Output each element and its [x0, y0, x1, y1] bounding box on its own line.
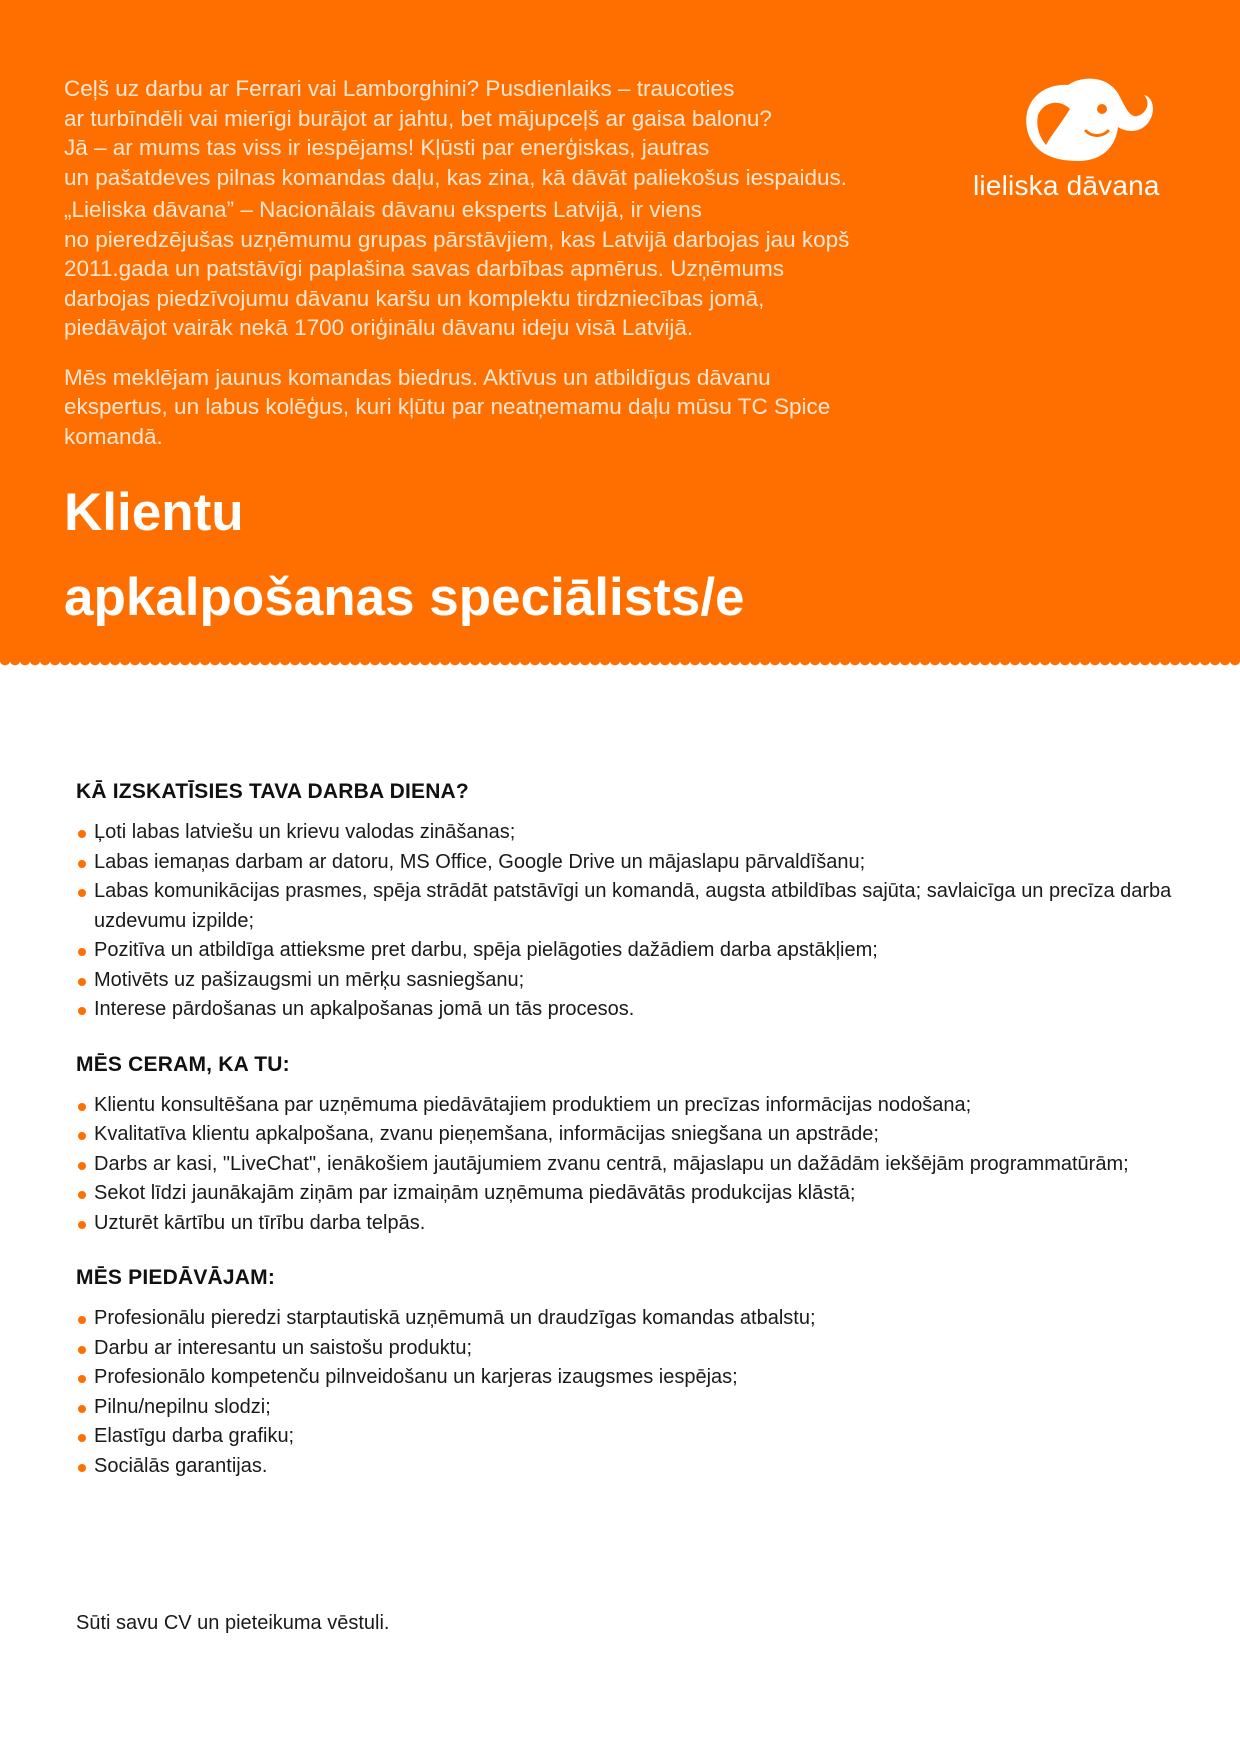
list-item: Elastīgu darba grafiku; [76, 1422, 1186, 1452]
list-item: Sociālās garantijas. [76, 1452, 1186, 1482]
brand-logo [965, 75, 1185, 205]
job-title-line-2: apkalpošanas speciālists/e [64, 568, 745, 627]
list-item: Sekot līdzi jaunākajām ziņām par izmaiņām uzņēmuma piedāvātās produkcijas klāstā; [76, 1179, 1186, 1209]
list-item: Ļoti labas latviešu un krievu valodas zināšanas; [76, 818, 1186, 848]
list-item: Pilnu/nepilnu slodzi; [76, 1393, 1186, 1423]
job-title-line-1: Klientu [64, 483, 244, 542]
section-heading: MĒS CERAM, KA TU: [76, 1052, 290, 1076]
list-item: Interese pārdošanas un apkalpošanas jomā un tās procesos. [76, 995, 1186, 1025]
intro-paragraph-2: „Lieliska dāvana” – Nacionālais dāvanu eksperts Latvijā, ir viens no pieredzējušas uzņēmumu grupas pārstāvjiem, kas Latvijā darbojas jau kopš 2011.gada un patstāvīgi paplašina savas darbības apmērus. Uzņēmums darbojas piedzīvojumu dāvanu karšu un komplektu tirdzniecības jomā, piedāvājot vairāk nekā 1700 oriģinālu dāvanu ideju visā Latvijā. [64, 197, 850, 340]
list-item: Kvalitatīva klientu apkalpošana, zvanu pieņemšana, informācijas sniegšana un apstrāde; [76, 1120, 1186, 1150]
list-item: Darbu ar interesantu un saistošu produktu; [76, 1334, 1186, 1364]
section-offer [76, 1266, 1186, 1481]
section-expectations [76, 1053, 1186, 1239]
list-item: Darbs ar kasi, "LiveChat", ienākošiem jautājumiem zvanu centrā, mājaslapu un dažādām iekšējām programmatūrām; [76, 1150, 1186, 1180]
section-daily-work [76, 780, 1186, 1025]
scalloped-edge [0, 660, 1240, 670]
job-details [76, 780, 1186, 1509]
bullet-list [76, 1304, 1186, 1481]
intro-text [64, 74, 934, 451]
bullet-list [76, 818, 1186, 1025]
bullet-list [76, 1091, 1186, 1239]
section-heading: MĒS PIEDĀVĀJAM: [76, 1266, 276, 1289]
list-item: Klientu konsultēšana par uzņēmuma piedāvātajiem produktiem un precīzas informācijas nodošana; [76, 1091, 1186, 1121]
list-item: Pozitīva un atbildīga attieksme pret darbu, spēja pielāgoties dažādiem darba apstākļiem; [76, 936, 1186, 966]
list-item: Labas iemaņas darbam ar datoru, MS Office, Google Drive un mājaslapu pārvaldīšanu; [76, 848, 1186, 878]
list-item: Motivēts uz pašizaugsmi un mērķu sasniegšanu; [76, 966, 1186, 996]
elephant-icon [1020, 75, 1160, 165]
job-title [64, 470, 1064, 640]
intro-paragraph-3: Mēs meklējam jaunus komandas biedrus. Aktīvus un atbildīgus dāvanu ekspertus, un labus kolēģus, kuri kļūtu par neatņemamu daļu mūsu TC Spice komandā. [64, 364, 831, 449]
list-item: Profesionālo kompetenču pilnveidošanu un karjeras izaugsmes iespējas; [76, 1363, 1186, 1393]
orange-header [0, 0, 1240, 660]
list-item: Profesionālu pieredzi starptautiskā uzņēmumā un draudzīgas komandas atbalstu; [76, 1304, 1186, 1334]
logo-text: lieliska dāvana [973, 170, 1160, 201]
intro-paragraph-1: Ceļš uz darbu ar Ferrari vai Lamborghini? Pusdienlaiks – traucoties ar turbīndēli vai mierīgi burājot ar jahtu, bet mājupceļš ar gaisa balonu? Jā – ar mums tas viss ir iespējams! Kļūsti par enerģiskas, jautras un pašatdeves pilnas komandas daļu, kas zina, kā dāvāt paliekošus iespaidus. [64, 76, 847, 190]
list-item: Uzturēt kārtību un tīrību darba telpās. [76, 1209, 1186, 1239]
section-heading: KĀ IZSKATĪSIES TAVA DARBA DIENA? [76, 780, 469, 803]
list-item: Labas komunikācijas prasmes, spēja strādāt patstāvīgi un komandā, augsta atbildības sajūta; savlaicīga un precīza darba uzdevumu izpilde; [76, 877, 1186, 936]
footer-call-to-action: Sūti savu CV un pieteikuma vēstuli. [76, 1612, 390, 1634]
